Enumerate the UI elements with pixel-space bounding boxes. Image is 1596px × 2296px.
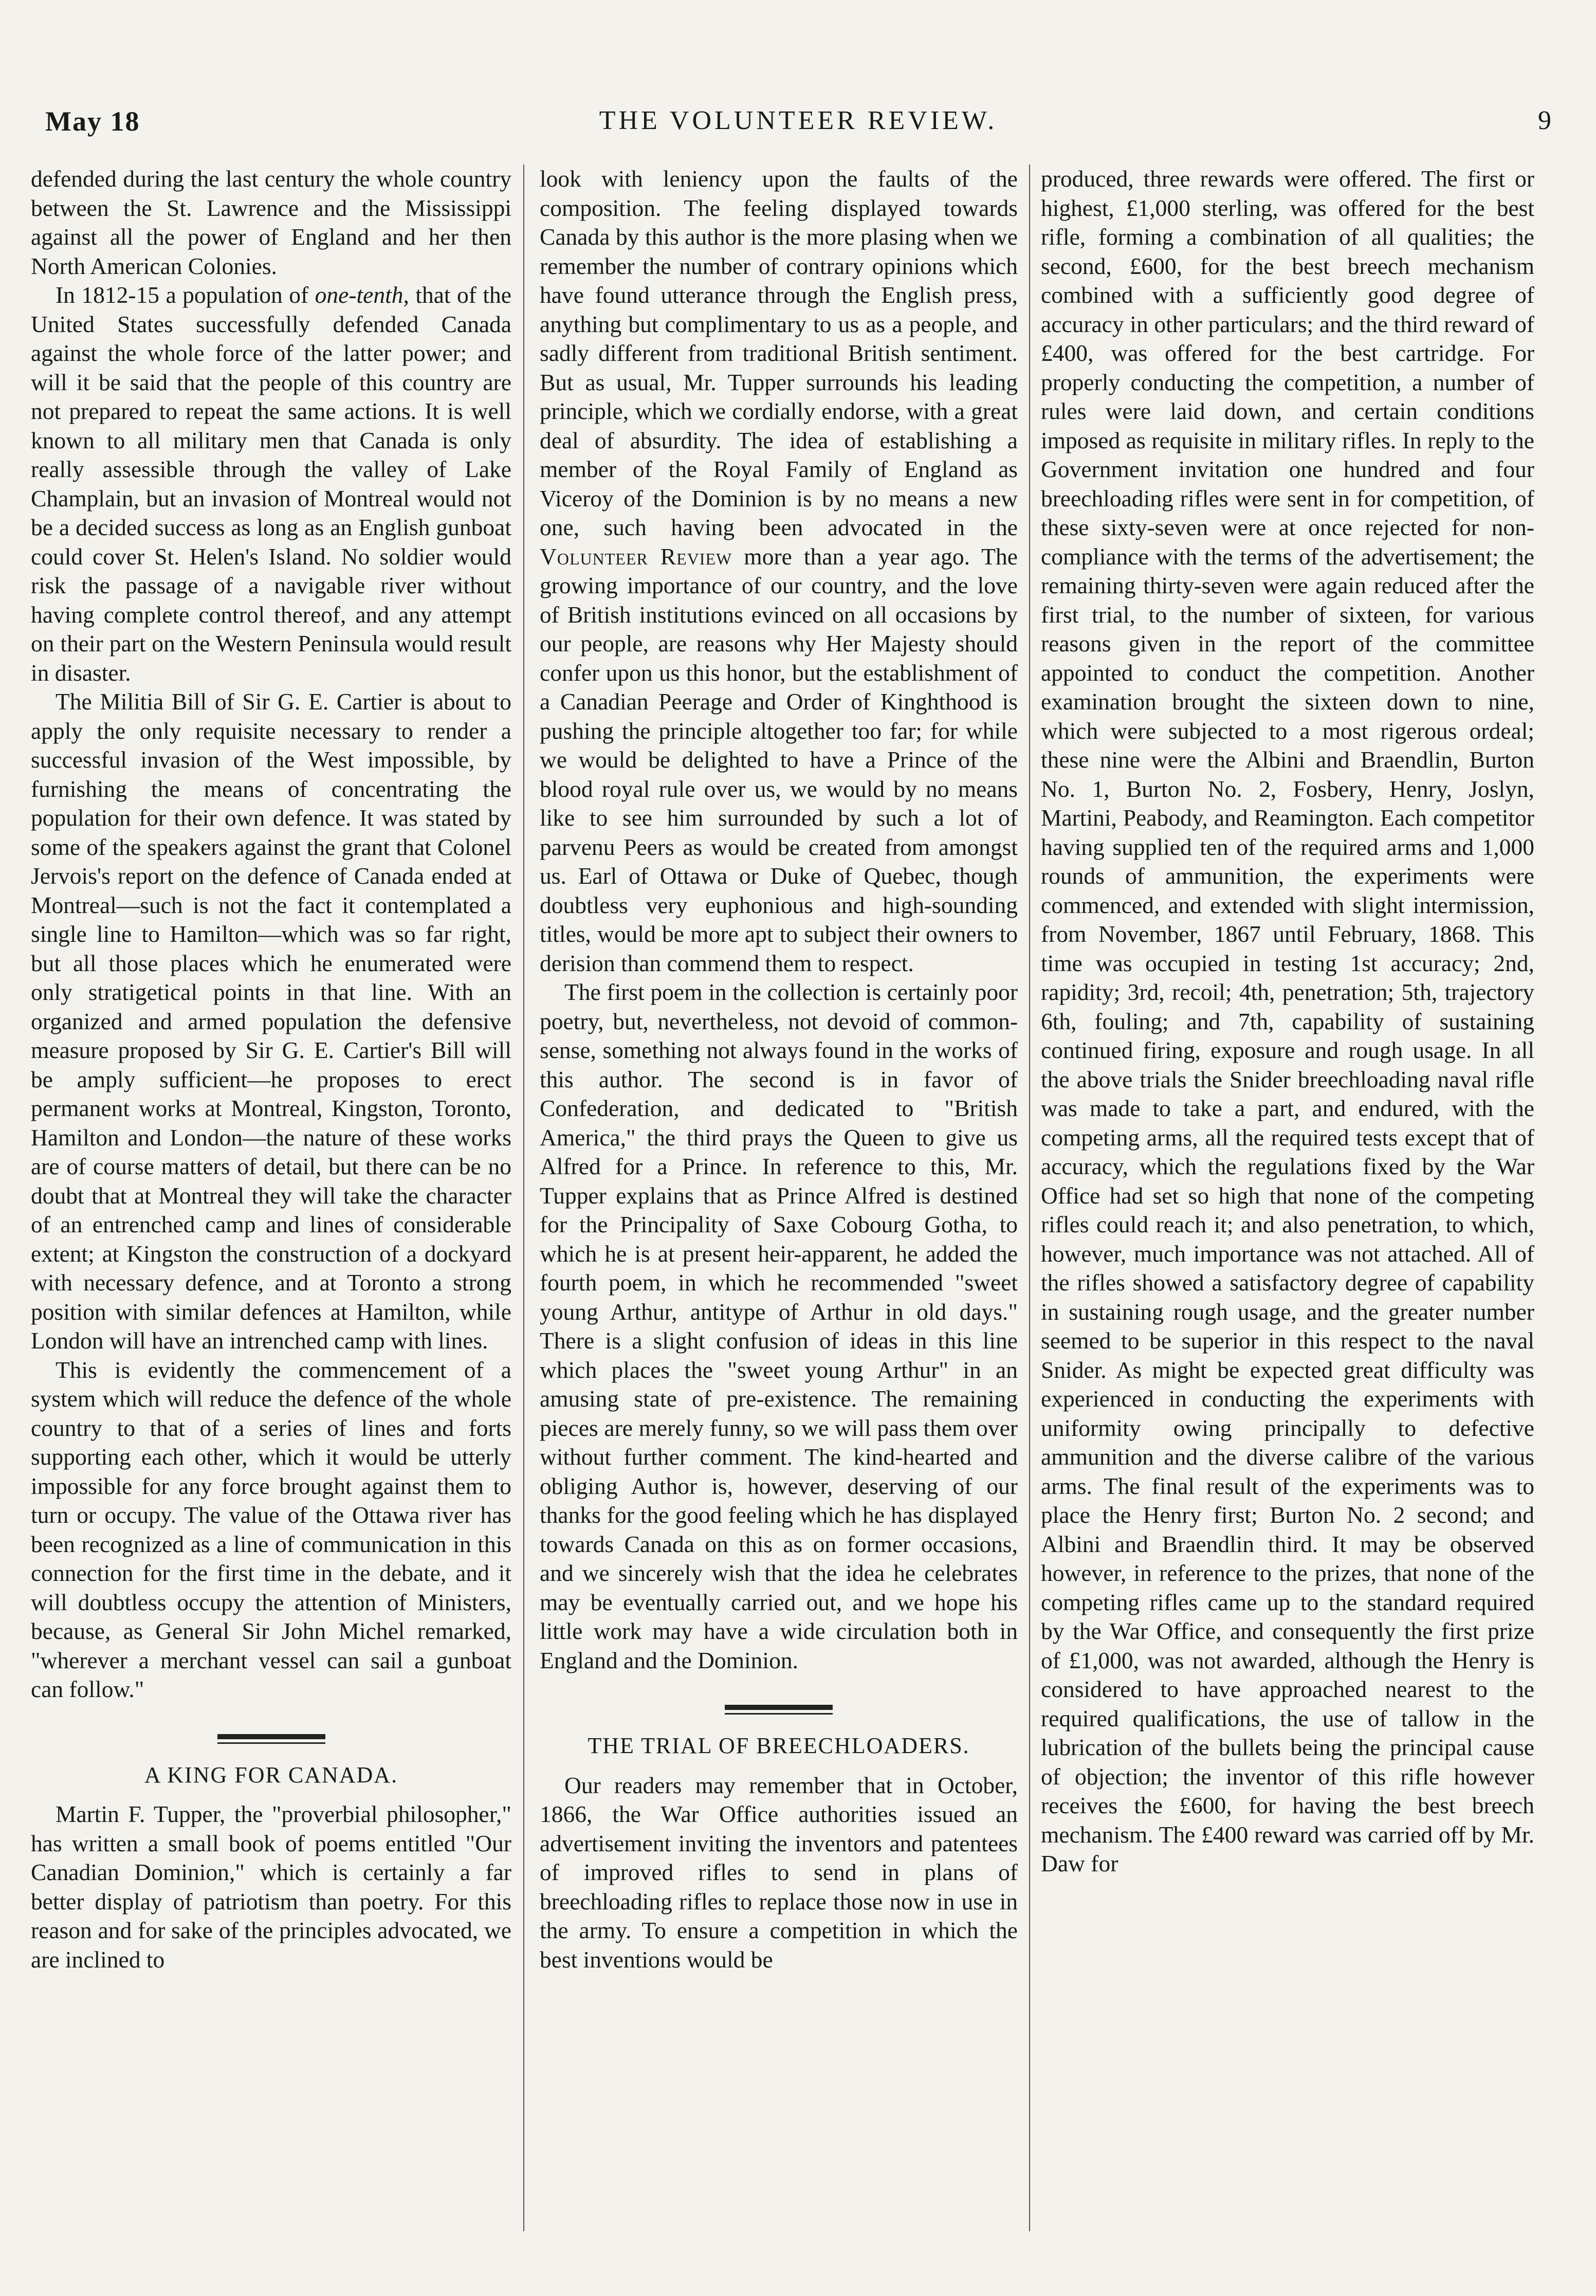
column-rule-1 xyxy=(523,165,524,2231)
paragraph: Martin F. Tupper, the "proverbial philosopher," has written a small book of poems entitled "Our Canadian Dominion," which is certainly a far better display of patriotism than poetry. For this reason and for sake of the principles advocated, we are inclined to xyxy=(31,1801,511,1973)
text-run: more than a year ago. The growing importance of our country, and the love of British institutions evinced on all occasions by our people, are reasons why Her Majesty should confer upon us this honor, but the establishment of a Canadian Peerage and Order of Kinghthood is pushing the principle altogether too far; for while we would be delighted to have a Prince of the blood royal rule over us, we would by no means like to see him surrounded by such a lot of parvenu Peers as would be created from amongst us. Earl of Ottawa or Duke of Quebec, though doubtless very euphonious and high-sounding titles, would be more apt to subject their owners to derision than commend them to respect. xyxy=(540,543,1018,976)
text-run: In 1812-15 a population of xyxy=(56,282,315,308)
section-title-king-for-canada: A KING FOR CANADA. xyxy=(144,1762,398,1788)
issue-date: May 18 xyxy=(45,106,140,137)
small-caps-text: Volunteer Review xyxy=(540,543,732,570)
paragraph: Our readers may remember that in October, 1866, the War Office authorities issued an advertisement inviting the inventors and patentees of improved rifles to send in plans of breechloading rifles to replace those now in use in the army. To ensure a competition in which the best inventions would be xyxy=(540,1772,1018,1973)
section-title-trial-of-breechloaders: THE TRIAL OF BREECHLOADERS. xyxy=(588,1733,970,1758)
paragraph xyxy=(540,165,1018,978)
masthead: THE VOLUNTEER REVIEW. xyxy=(599,106,998,135)
paragraph: This is evidently the commencement of a system which will reduce the defence of the whole country to that of a series of lines and forts supporting each other, which it would be utterly impossible for any force brought against them to turn or occupy. The value of the Ottawa river has been recognized as a line of communication in this connection for the first time in the debate, and it will doubtless occupy the attention of Ministers, because, as General Sir John Michel remarked, "wherever a merchant vessel can sail a gunboat can follow." xyxy=(31,1356,511,1702)
paragraph: defended during the last century the whole country between the St. Lawrence and the Mississippi against all the power of England and her then North American Colonies. xyxy=(31,166,511,279)
paragraph: produced, three rewards were offered. The first or highest, £1,000 sterling, was offered for the best rifle, forming a combination of all qualities; the second, £600, for the best breech mechanism combined with a sufficiently good degree of accuracy in other particulars; and the third reward of £400, was offered for the best cartridge. For properly conducting the competition, a number of rules were laid down, and certain conditions imposed as requisite in military rifles. In reply to the Government invitation one hundred and four breechloading rifles were sent in for competition, of these sixty-seven were at once rejected for non-compliance with the terms of the advertisement; the remaining thirty-seven were again reduced after the first trial, to the number of sixteen, for various reasons given in the report of the committee appointed to conduct the competition. Another examination brought the sixteen down to nine, which were subjected to a most rigerous ordeal; these nine were the Albini and Braendlin, Burton No. 1, Burton No. 2, Fosbery, Henry, Joslyn, Martini, Peabody, and Reamington. Each competitor having supplied ten of the required arms and 1,000 rounds of ammunition, the experiments were commenced, and extended with slight intermission, from November, 1867 until February, 1868. This time was occupied in testing 1st accuracy; 2nd, rapidity; 3rd, recoil; 4th, penetration; 5th, trajectory 6th, fouling; and 7th, capability of sustaining continued firing, exposure and rough usage. In all the above trials the Snider breechloading naval rifle was made to take a part, and endured, with the competing arms, all the required tests except that of accuracy, which the regulations fixed by the War Office had set so high that none of the competing rifles could reach it; and also penetration, to which, however, much importance was not attached. All of the rifles showed a satisfactory degree of capability in sustaining rough usage, and the greater number seemed to be superior in this respect to the naval Snider. As might be expected great difficulty was experienced in conducting the experiments with uniformity owing principally to defective ammunition and the diverse calibre of the various arms. The final result of the experiments was to place the Henry first; Burton No. 2 second; and Albini and Braendlin third. It may be observed however, in reference to the prizes, that none of the competing rifles came up to the standard required by the War Office, and consequently the first prize of £1,000, was not awarded, although the Henry is considered to have approached nearest to the required qualifications, the use of tallow in the lubrication of the bullets being the principal cause of objection; the inventor of this rifle however receives the £600, for having the best breech mechanism. The £400 reward was carried off by Mr. Daw for xyxy=(1041,166,1534,1876)
section-separator xyxy=(217,1734,325,1745)
column-3 xyxy=(1041,165,1534,2272)
column-2 xyxy=(540,165,1018,2272)
page-number: 9 xyxy=(1538,106,1551,135)
text-run: that of the United States successfully defended Canada against the whole force of the latter power; and will it be said that the people of this country are not prepared to repeat the same actions. It is well known to all military men that Canada is only really assessible through the valley of Lake Champlain, but an invasion of Montreal would not be a decided success as long as an English gunboat could cover St. Helen's Island. No soldier would risk the passage of a navigable river without having complete control thereof, and any attempt on their part on the Western Peninsula would result in disaster. xyxy=(31,282,511,686)
page-header xyxy=(45,105,1551,152)
text-run: look with leniency upon the faults of the composition. The feeling displayed towards Canada by this author is the more plasing when we remember the number of contrary opinions which have found utterance through the English press, anything but complimentary to us as a people, and sadly different from traditional British sentiment. But as usual, Mr. Tupper surrounds his leading principle, which we cordially endorse, with a great deal of absurdity. The idea of establishing a member of the Royal Family of England as Viceroy of the Dominion is by no means a new one, such having been advocated in the xyxy=(540,166,1018,540)
paragraph: The first poem in the collection is certainly poor poetry, but, nevertheless, not devoid of common-sense, something not always found in the works of this author. The second is in favor of Confederation, and dedicated to "British America," the third prays the Queen to give us Alfred for a Prince. In reference to this, Mr. Tupper explains that as Prince Alfred is destined for the Principality of Saxe Cobourg Gotha, to which he is at present heir-apparent, he added the fourth poem, in which he recommended "sweet young Arthur, antitype of Arthur in old days." There is a slight confusion of ideas in this line which places the "sweet young Arthur" in an amusing state of pre-existence. The remaining pieces are merely funny, so we will pass them over without further comment. The kind-hearted and obliging Author is, however, deserving of our thanks for the good feeling which he has displayed towards Canada on this as on former occasions, and we sincerely wish that the idea he celebrates may be eventually carried out, and we hope his little work may have a wide circulation both in England and the Dominion. xyxy=(540,979,1018,1673)
paragraph xyxy=(31,281,511,687)
column-1 xyxy=(31,165,511,2272)
section-separator xyxy=(725,1705,833,1716)
paragraph: The Militia Bill of Sir G. E. Cartier is about to apply the only requisite necessary to render a successful invasion of the West impossible, by furnishing the means of concentrating the population for their own defence. It was stated by some of the speakers against the grant that Colonel Jervois's report on the defence of Canada ended at Montreal—such is not the fact it contemplated a single line to Hamilton—which was so far right, but all those places which he enumerated were only stratigetical points in that line. With an organized and armed population the defensive measure proposed by Sir G. E. Cartier's Bill will be amply sufficient—he proposes to erect permanent works at Montreal, Kingston, Toronto, Hamilton and London—the nature of these works are of course matters of detail, but there can be no doubt that at Montreal they will take the character of an entrenched camp and lines of considerable extent; at Kingston the construction of a dockyard with necessary defence, and at Toronto a strong position with similar defences at Hamilton, while London will have an intrenched camp with lines. xyxy=(31,688,511,1354)
italic-text: one-tenth, xyxy=(315,282,409,308)
column-rule-2 xyxy=(1029,165,1030,2231)
